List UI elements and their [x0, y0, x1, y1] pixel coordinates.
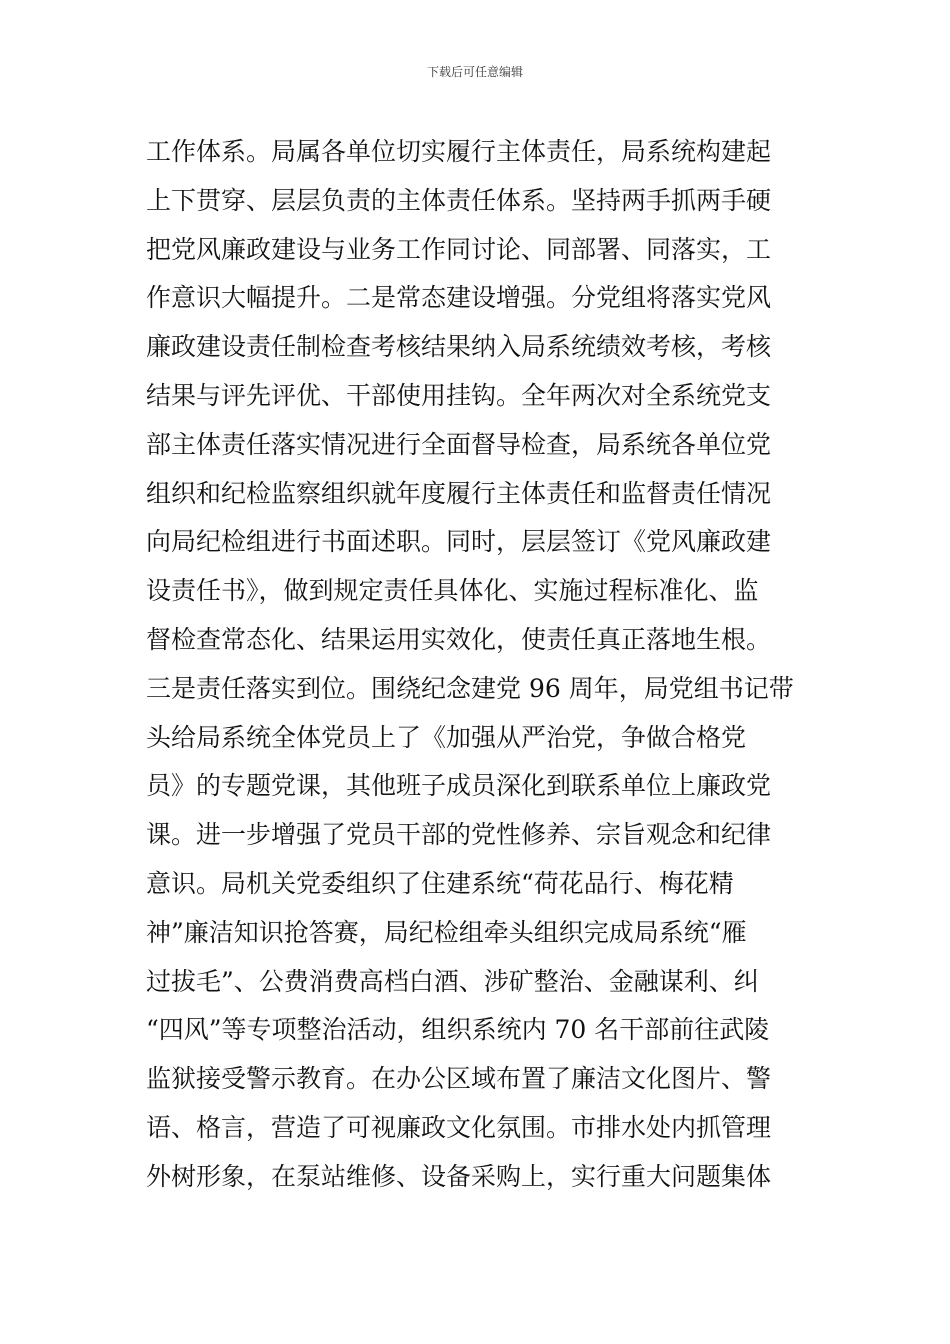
- text-line: 作意识大幅提升。二是常态建设增强。分党组将落实党风: [146, 283, 772, 313]
- text-line: 部主体责任落实情况进行全面督导检查，局系统各单位党: [146, 429, 772, 459]
- text-line: 员》的专题党课，其他班子成员深化到联系单位上廉政党: [146, 771, 772, 801]
- text-line: “四风”等专项整治活动，组织系统内 70 名干部前往武陵: [146, 1015, 770, 1045]
- text-line: 三是责任落实到位。围绕纪念建党 96 周年，局党组书记带: [146, 673, 794, 703]
- text-line: 上下贯穿、层层负责的主体责任体系。坚持两手抓两手硬: [146, 185, 772, 215]
- document-body: [146, 128, 816, 1202]
- text-line: 把党风廉政建设与业务工作同讨论、同部署、同落实，工: [146, 234, 772, 264]
- text-line: 外树形象，在泵站维修、设备采购上，实行重大问题集体: [146, 1161, 772, 1191]
- text-line: 头给局系统全体党员上了《加强从严治党，争做合格党: [146, 722, 747, 752]
- text-line: 结果与评先评优、干部使用挂钩。全年两次对全系统党支: [146, 380, 772, 410]
- text-line: 向局纪检组进行书面述职。同时，层层签订《党风廉政建: [146, 527, 772, 557]
- text-line: 神”廉洁知识抢答赛，局纪检组牵头组织完成局系统“雁: [146, 917, 747, 947]
- text-line: 语、格言，营造了可视廉政文化氛围。市排水处内抓管理: [146, 1112, 772, 1142]
- text-line: 工作体系。局属各单位切实履行主体责任，局系统构建起: [146, 137, 772, 166]
- text-line: 督检查常态化、结果运用实效化，使责任真正落地生根。: [146, 624, 772, 654]
- page-header: 下载后可任意编辑: [426, 65, 523, 79]
- text-line: 过拔毛”、公费消费高档白酒、涉矿整治、金融谋利、纠: [146, 966, 759, 996]
- text-line: 设责任书》，做到规定责任具体化、实施过程标准化、监: [146, 576, 759, 606]
- text-line: 课。进一步增强了党员干部的党性修养、宗旨观念和纪律: [146, 820, 772, 850]
- text-line: 廉政建设责任制检查考核结果纳入局系统绩效考核，考核: [146, 332, 772, 362]
- text-line: 组织和纪检监察组织就年度履行主体责任和监督责任情况: [146, 478, 772, 508]
- text-line: 意识。局机关党委组织了住建系统“荷花品行、梅花精: [146, 868, 734, 898]
- text-line: 监狱接受警示教育。在办公区域布置了廉洁文化图片、警: [146, 1064, 772, 1094]
